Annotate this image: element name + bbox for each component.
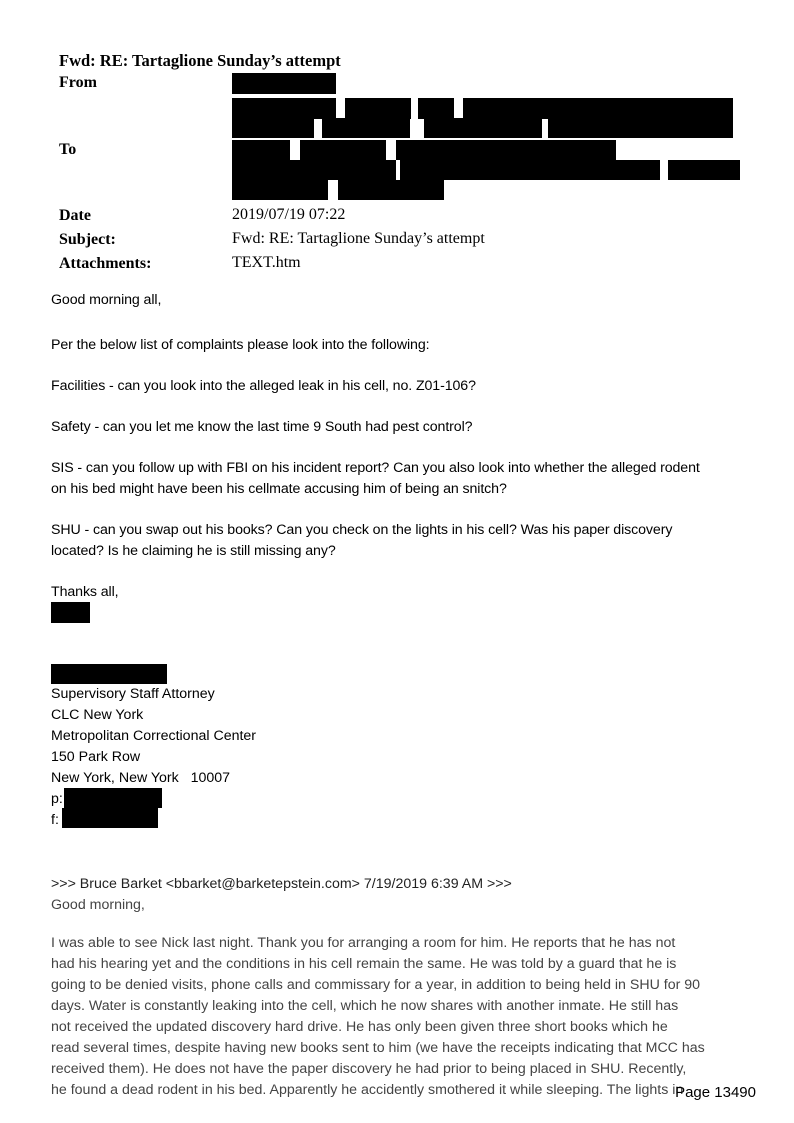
quoted-message-header: >>> Bruce Barket <bbarket@barketepstein.com> 7/19/2019 6:39 AM >>> — [51, 876, 512, 892]
date-label: Date — [59, 207, 91, 224]
redaction — [418, 98, 454, 119]
redaction — [232, 98, 336, 119]
redaction-sender-name — [51, 602, 90, 623]
signature-org: CLC New York — [51, 707, 144, 723]
date-value: 2019/07/19 07:22 — [232, 206, 346, 223]
facilities-paragraph: Facilities - can you look into the alleged leak in his cell, no. Z01-106? — [51, 378, 476, 394]
redaction — [548, 118, 733, 138]
from-label: From — [59, 74, 97, 91]
shu-paragraph-line: located? Is he claiming he is still missing any? — [51, 543, 336, 559]
signature-street: 150 Park Row — [51, 749, 141, 765]
phone-label: p: — [51, 791, 63, 807]
attachment-link[interactable]: TEXT.htm — [232, 254, 301, 271]
redaction — [463, 98, 733, 119]
quoted-line: not received the updated discovery hard drive. He has only been given three short books which he — [51, 1019, 668, 1035]
redaction — [232, 118, 314, 138]
redaction — [424, 118, 542, 138]
redaction — [232, 140, 290, 160]
attachments-label: Attachments: — [59, 255, 152, 272]
redaction — [400, 160, 660, 180]
intro-paragraph: Per the below list of complaints please look into the following: — [51, 337, 430, 353]
redaction — [300, 140, 386, 160]
signature-title: Supervisory Staff Attorney — [51, 686, 215, 702]
subject-value: Fwd: RE: Tartaglione Sunday’s attempt — [232, 230, 485, 247]
subject-label: Subject: — [59, 231, 116, 248]
redaction — [232, 180, 328, 200]
quoted-line: going to be denied visits, phone calls and commissary for a year, in addition to being held in SHU for 90 — [51, 977, 701, 993]
to-label: To — [59, 141, 77, 158]
redaction-signature-name — [51, 664, 167, 684]
signature-city: New York, New York 10007 — [51, 770, 231, 786]
thanks-line: Thanks all, — [51, 584, 119, 600]
quoted-line: received them). He does not have the paper discovery he had prior to being placed in SHU. Recently, — [51, 1061, 687, 1077]
quoted-line-cut: he found a dead rodent in his bed. Apparently he accidently smothered it while sleeping. The lights in — [51, 1082, 684, 1098]
quoted-line: I was able to see Nick last night. Thank you for arranging a room for him. He reports that he has not — [51, 935, 676, 951]
signature-facility: Metropolitan Correctional Center — [51, 728, 257, 744]
redaction — [338, 180, 444, 200]
redaction — [322, 118, 410, 138]
redaction-phone — [64, 788, 162, 808]
page-number: Page 13490 — [675, 1084, 756, 1101]
redaction-from — [232, 73, 336, 94]
sis-paragraph-line: on his bed might have been his cellmate accusing him of being an snitch? — [51, 481, 507, 497]
quoted-line: days. Water is constantly leaking into the cell, which he now shares with another inmate. He still has — [51, 998, 679, 1014]
redaction — [232, 160, 396, 180]
safety-paragraph: Safety - can you let me know the last time 9 South had pest control? — [51, 419, 473, 435]
redaction — [668, 160, 740, 180]
redaction-fax — [62, 808, 158, 828]
redaction — [345, 98, 411, 119]
redaction — [396, 140, 616, 160]
greeting: Good morning all, — [51, 292, 162, 308]
email-subject-heading: Fwd: RE: Tartaglione Sunday’s attempt — [59, 51, 341, 70]
shu-paragraph-line: SHU - can you swap out his books? Can you check on the lights in his cell? Was his paper discovery — [51, 522, 673, 538]
quoted-line: read several times, despite having new books sent to him (we have the receipts indicating that MCC has — [51, 1040, 705, 1056]
quoted-greeting: Good morning, — [51, 897, 145, 913]
quoted-line: had his hearing yet and the conditions in his cell remain the same. He was told by a guard that he is — [51, 956, 677, 972]
sis-paragraph-line: SIS - can you follow up with FBI on his incident report? Can you also look into whether the alleged rodent — [51, 460, 700, 476]
fax-label: f: — [51, 812, 59, 828]
